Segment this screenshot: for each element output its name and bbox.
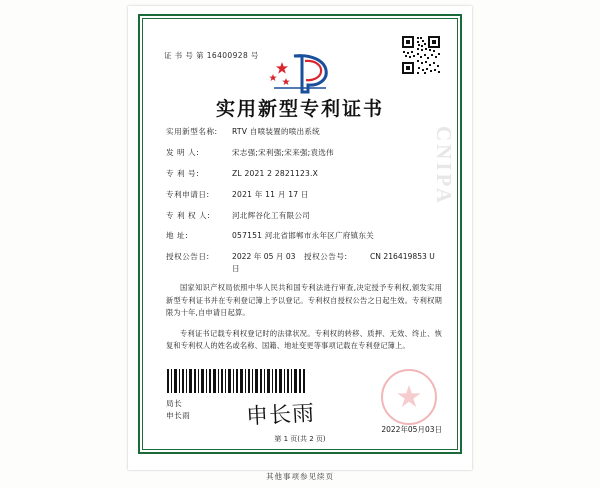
certificate-fields xyxy=(166,126,442,284)
field-label: 发 明 人: xyxy=(166,147,200,157)
body-paragraph-1: 国家知识产权局依照中华人民共和国专利法进行审查,决定授予专利权,颁发实用新型专利证书并在专利登记簿上予以登记。专利权自授权公告之日起生效。专利权期限为十年,自申请日起算。 xyxy=(166,283,442,318)
field-value: 2021 年 11 月 17 日 xyxy=(232,189,309,199)
field-grant-publication-number xyxy=(304,251,442,274)
field-row-patentee xyxy=(166,210,442,221)
field-row-name xyxy=(166,126,442,137)
qr-code-icon xyxy=(400,34,442,76)
field-row-patent-number xyxy=(166,168,442,179)
field-label: 实用新型名称: xyxy=(166,127,218,136)
field-grant-date xyxy=(166,251,304,274)
issue-date: 2022年05月03日 xyxy=(381,425,442,434)
cnipa-emblem-icon xyxy=(264,52,336,98)
field-label: 地 址: xyxy=(166,231,189,241)
footer-note: 其他事项参见续页 xyxy=(266,472,334,481)
page-title: 实用新型专利证书 xyxy=(215,98,384,120)
field-row-address xyxy=(166,230,442,241)
field-label: 专 利 号: xyxy=(166,168,200,178)
signatory-labels xyxy=(166,398,190,422)
body-paragraph-2: 专利证书记载专利权登记时的法律状况。专利权的转移、质押、无效、终止、恢复和专利权人的姓名或名称、国籍、地址变更等事项记载在专利登记簿上。 xyxy=(166,328,442,351)
field-value: RTV 自喷装置的喷出系统 xyxy=(232,127,320,136)
official-seal-icon xyxy=(380,368,438,426)
page-number: 第 1 页(共 2 页) xyxy=(274,435,326,443)
certificate-sheet xyxy=(128,6,472,470)
field-row-grant xyxy=(166,251,442,274)
field-label: 授权公告日: xyxy=(166,252,210,262)
field-value: 2022 年 05 月 03 日 xyxy=(232,252,296,273)
field-row-application-date xyxy=(166,189,442,200)
field-value: 057151 河北省邯郸市永年区广府镇东关 xyxy=(232,231,374,241)
field-value: 宋志强;宋利强;宋来强;袁选伟 xyxy=(232,147,334,157)
signatory-title: 局长 xyxy=(166,399,183,408)
field-label: 专利申请日: xyxy=(166,189,210,199)
field-row-inventors xyxy=(166,147,442,158)
watermark-text: CNIPA xyxy=(432,126,456,206)
field-value: ZL 2021 2 2821123.X xyxy=(232,168,319,178)
barcode-icon xyxy=(166,368,306,394)
field-value: CN 216419853 U xyxy=(370,252,435,262)
handwritten-signature: 申长雨 xyxy=(245,400,316,429)
field-value: 河北辉谷化工有限公司 xyxy=(232,210,310,220)
field-label: 授权公告号: xyxy=(304,252,348,262)
field-label: 专 利 权 人: xyxy=(166,210,211,220)
certificate-number: 证 书 号 第 16400928 号 xyxy=(164,51,259,60)
signatory-name: 申长雨 xyxy=(166,411,191,421)
certificate-body-text xyxy=(166,282,442,361)
